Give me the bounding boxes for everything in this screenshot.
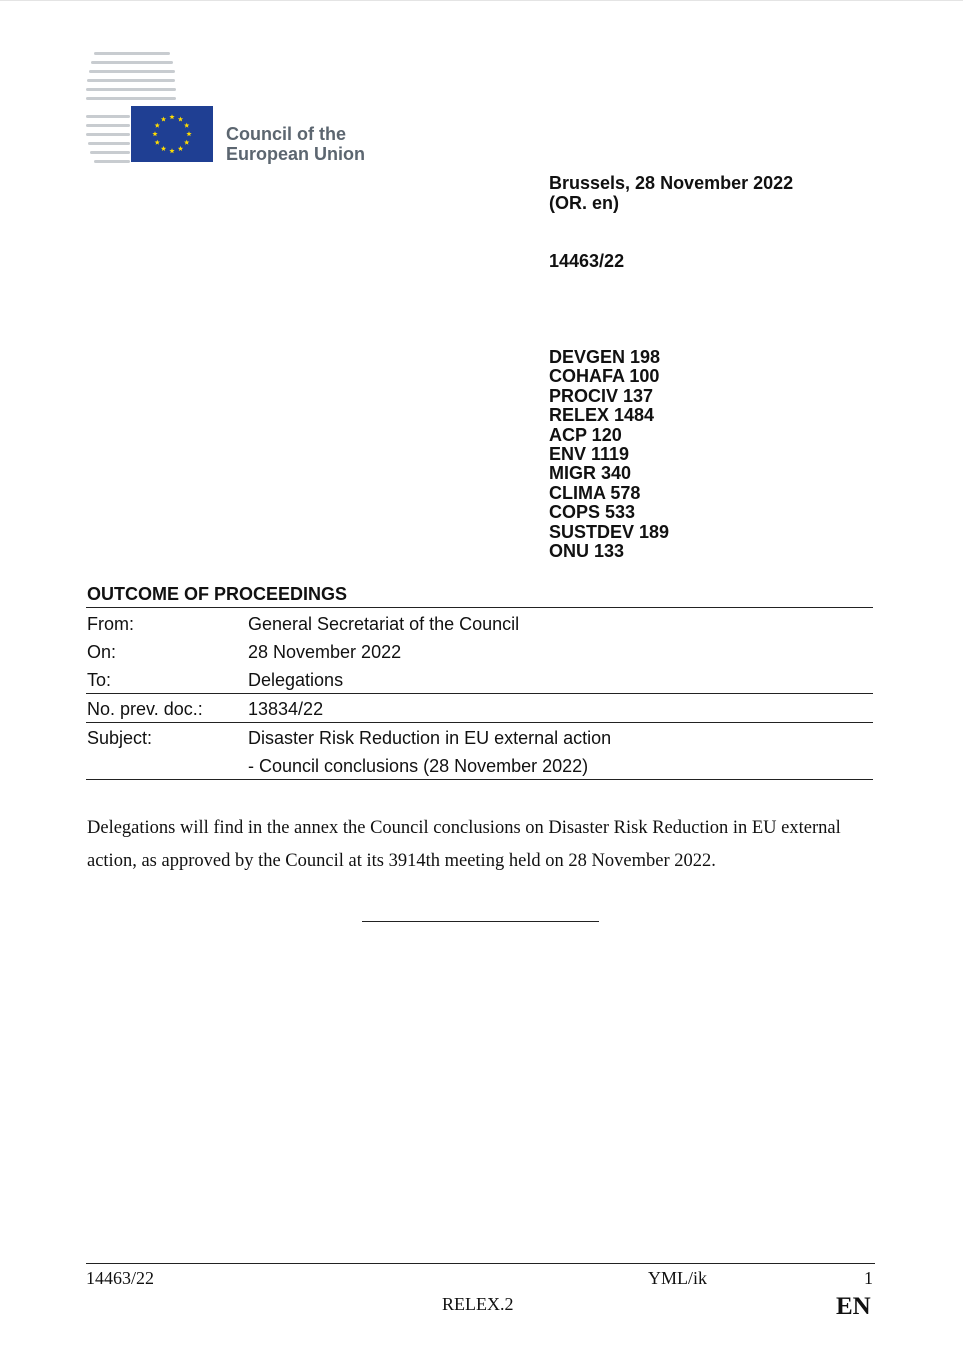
divider [86,693,873,694]
meta-value: 28 November 2022 [248,642,402,662]
meta-label: To: [87,670,112,690]
code-item: ENV 1119 [549,444,630,465]
meta-label: On: [87,642,117,662]
place-date: Brussels, 28 November 2022 [549,173,794,193]
meta-value: General Secretariat of the Council [248,614,520,634]
page-top-border [0,0,963,1]
meta-value: Delegations [248,670,344,690]
meta-value: Disaster Risk Reduction in EU external action [248,728,612,748]
code-item: COHAFA 100 [549,366,660,387]
body-paragraph [87,812,887,878]
logo-line-1: Council of the [226,124,346,144]
divider [86,722,873,723]
outcome-heading: OUTCOME OF PROCEEDINGS [87,584,348,604]
meta-label: Subject: [87,728,153,748]
code-item: ONU 133 [549,541,625,562]
page-number: 1 [864,1268,873,1288]
council-logo [86,52,386,164]
body-line: Delegations will find in the annex the Council conclusions on Disaster Risk Reduction in EU external [87,818,841,838]
classification-codes [549,348,669,561]
meta-label: From: [87,614,134,634]
code-item: CLIMA 578 [549,482,641,503]
code-item: DEVGEN 198 [549,347,661,367]
footer-language: EN [836,1293,871,1320]
meta-label: No. prev. doc.: [87,699,203,719]
code-item: COPS 533 [549,502,636,523]
divider [86,607,873,608]
footer-unit: RELEX.2 [442,1294,514,1314]
council-emblem-icon [86,52,221,164]
footer-rule [86,1263,875,1264]
logo-line-2: European Union [226,144,365,164]
end-rule [362,921,599,922]
footer-initials: YML/ik [648,1268,708,1288]
logo-text [226,124,365,164]
meta-value: 13834/22 [248,699,324,719]
meta-value: - Council conclusions (28 November 2022) [248,756,589,776]
code-item: RELEX 1484 [549,405,655,426]
original-language: (OR. en) [549,193,619,213]
code-item: PROCIV 137 [549,385,654,406]
document-number: 14463/22 [549,251,625,271]
code-item: SUSTDEV 189 [549,521,670,542]
code-item: MIGR 340 [549,463,632,484]
footer-doc-number: 14463/22 [86,1268,155,1288]
divider [86,779,873,780]
code-item: ACP 120 [549,424,622,445]
body-line: action, as approved by the Council at its 3914th meeting held on 28 November 2022. [87,851,716,871]
